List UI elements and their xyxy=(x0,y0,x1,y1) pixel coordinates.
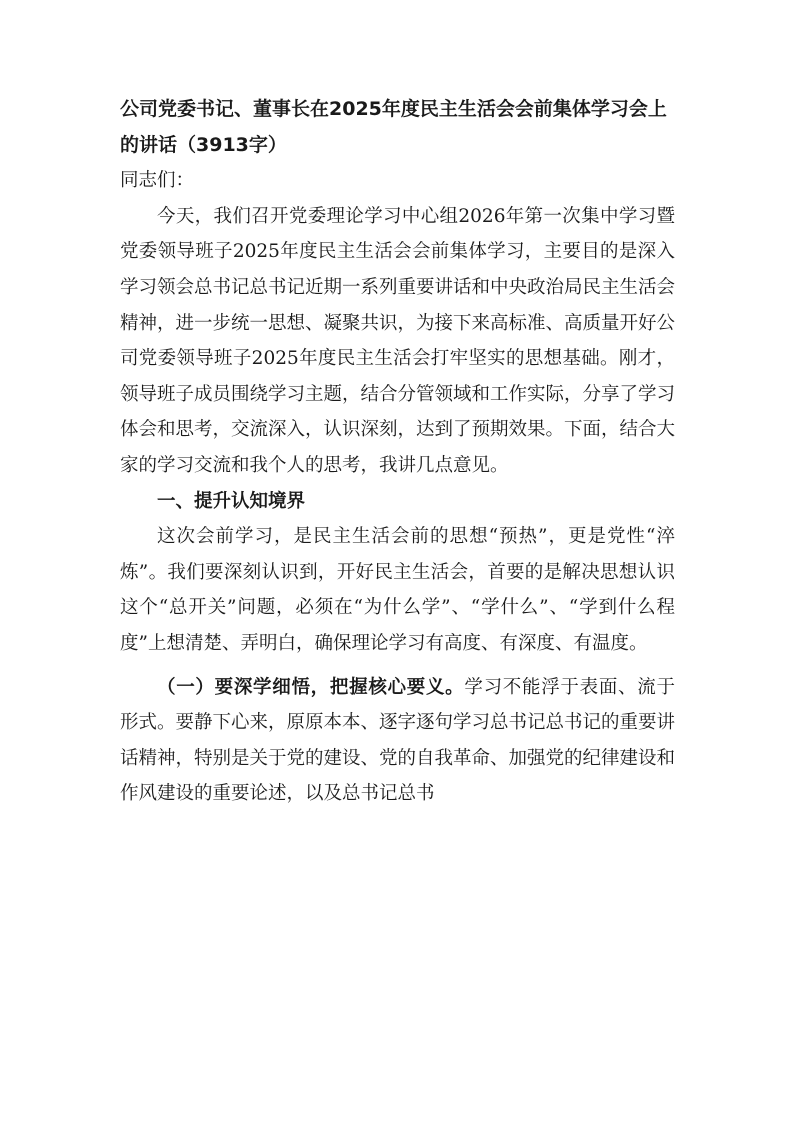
section-paragraph: 这次会前学习，是民主生活会前的思想“预热”，更是党性“淬炼”。我们要深刻认识到，开好民主生活会，首要的是解决思想认识这个“总开关”问题，必须在“为什么学”、“学什么”、“学到什么程度”上想清楚、弄明白，确保理论学习有高度、有深度、有温度。 xyxy=(120,526,675,654)
intro-paragraph: 今天，我们召开党委理论学习中心组2026年第一次集中学习暨党委领导班子2025年度民主生活会会前集体学习，主要目的是深入学习领会总书记总书记近期一系列重要讲话和中央政治局民主生活会精神，进一步统一思想、凝聚共识，为接下来高标准、高质量开好公司党委领导班子2025年度民主生活会打牢坚实的思想基础。刚才，领导班子成员围绕学习主题，结合分管领域和工作实际，分享了学习体会和思考，交流深入，认识深刻，达到了预期效果。下面，结合大家的学习交流和我个人的思考，我讲几点意见。 xyxy=(120,205,676,476)
subsection-paragraph xyxy=(120,670,675,812)
document-title: 公司党委书记、董事长在2025年度民主生活会会前集体学习会上的讲话（3913字） xyxy=(120,98,667,156)
salutation: 同志们： xyxy=(120,170,195,192)
section-heading: 一、提升认知境界 xyxy=(157,490,306,512)
subsection-lead: （一）要深学细悟，把握核心要义。 xyxy=(157,676,465,698)
subsection-text: 学习不能浮于表面、流于形式。要静下心来，原原本本、逐字逐句学习总书记总书记的重要讲话精神，特别是关于党的建设、党的自我革命、加强党的纪律建设和作风建设的重要论述，以及总书记总书 xyxy=(120,676,676,805)
document-body xyxy=(120,92,675,812)
